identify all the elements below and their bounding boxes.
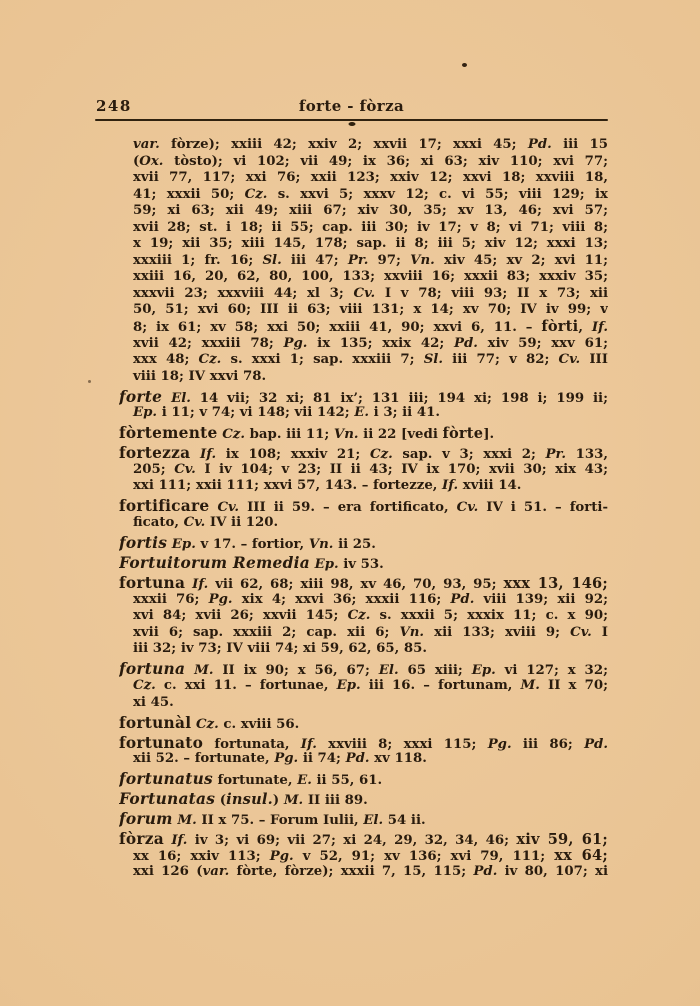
entry-line: fortunato fortunata, If. xxviii 8; xxxi 115; Pg. iii 86; Pd. <box>119 734 608 752</box>
entry-list <box>119 137 608 884</box>
entry-line: forte El. 14 vii; 32 xi; 81 ix’; 131 iii; 194 xi; 198 i; 199 ii; <box>119 388 608 406</box>
page-number: 248 <box>96 97 132 115</box>
entry-forte <box>119 389 608 422</box>
entry-line: fortificare Cv. III ii 59. – era fortificato, Cv. IV i 51. – forti- <box>119 498 608 516</box>
entry-fortuna-1 <box>119 575 608 658</box>
entry-forum <box>119 811 608 828</box>
entry-fortis <box>119 535 608 552</box>
entry-line: 205; Cv. I iv 104; v 23; II ii 43; IV ix 170; xvii 30; xix 43; <box>133 461 608 477</box>
headword: forum <box>119 811 173 828</box>
entry-line: x 19; xii 35; xiii 145, 178; sap. ii 8; iii 5; xiv 12; xxxi 13; <box>133 236 608 252</box>
page-header <box>95 97 608 117</box>
headword: fortis <box>119 535 168 552</box>
entry-fortunatus <box>119 771 608 788</box>
header-rule <box>95 119 608 121</box>
headword: forte <box>119 388 163 406</box>
entry-forte-continuation <box>119 137 608 385</box>
entry-line: Cz. c. xxi 11. – fortunae, Ep. iii 16. – fortunam, M. II x 70; <box>133 677 608 693</box>
entry-line: 50, 51; xvi 60; III ii 63; viii 131; x 14; xv 70; IV iv 99; v <box>133 302 608 318</box>
entry-line: fortunatus fortunate, E. ii 55, 61. <box>119 771 383 788</box>
entry-fortunato <box>119 735 608 768</box>
headword: fortezza <box>119 445 191 462</box>
entry-line: 59; xi 63; xii 49; xiii 67; xiv 30, 35; xv 13, 46; xvi 57; <box>133 203 608 219</box>
headword: fortuna <box>119 661 186 678</box>
entry-line: Ep. i 11; v 74; vi 148; vii 142; E. i 3; ii 41. <box>133 405 440 421</box>
entry-line: xvii 28; st. i 18; ii 55; cap. iii 30; iv 17; v 8; vi 71; viii 8; <box>133 219 608 235</box>
entry-forza <box>119 831 608 881</box>
entry-line: fortis Ep. v 17. – fortior, Vn. ii 25. <box>119 535 376 552</box>
headword: fòrza <box>119 831 164 848</box>
ink-speck <box>88 380 91 383</box>
entry-fortemente <box>119 425 608 442</box>
entry-fortezza <box>119 445 608 495</box>
entry-line: xx 16; xxiv 113; Pg. v 52, 91; xv 136; xvi 79, 111; xx 64; <box>133 847 608 864</box>
headword: fortunàl <box>119 714 192 732</box>
entry-line: var. fòrze); xxiii 42; xxiv 2; xxvii 17; xxxi 45; Pd. iii 15 <box>133 137 608 152</box>
entry-fortificare <box>119 498 608 531</box>
entry-fortunatas <box>119 791 608 808</box>
entry-line: fòrtemente Cz. bap. iii 11; Vn. ii 22 [vedi fòrte]. <box>119 425 495 442</box>
headword: Fortuitorum Remedia <box>119 555 310 572</box>
entry-line: xvii 42; xxxiii 78; Pg. ix 135; xxix 42; Pd. xiv 59; xxv 61; <box>133 335 608 351</box>
entry-line: 8; ix 61; xv 58; xxi 50; xxiii 41, 90; xxvi 6, 11. – fòrti, If. <box>133 319 608 336</box>
entry-line: 41; xxxii 50; Cz. s. xxvi 5; xxxv 12; c. vi 55; viii 129; ix <box>133 186 608 202</box>
headword: fortunatus <box>119 771 213 788</box>
headword: fortuna <box>119 575 186 592</box>
entry-line: Fortuitorum Remedia Ep. iv 53. <box>119 555 384 572</box>
entry-fortunal <box>119 715 608 732</box>
rule-center-dot <box>348 122 355 126</box>
entry-line: (Ox. tòsto); vi 102; vii 49; ix 36; xi 63; xiv 110; xvi 77; <box>133 153 608 169</box>
entry-line: iii 32; iv 73; IV viii 74; xi 59, 62, 65, 85. <box>133 641 428 657</box>
entry-line: xxi 126 (var. fòrte, fòrze); xxxii 7, 15, 115; Pd. iv 80, 107; xi <box>133 864 608 880</box>
entry-line: viii 18; IV xxvi 78. <box>133 368 267 384</box>
entry-line: fortunàl Cz. c. xviii 56. <box>119 714 300 732</box>
entry-fortuitorum-remedia <box>119 555 608 572</box>
entry-line: xii 52. – fortunate, Pg. ii 74; Pd. xv 118. <box>133 751 427 767</box>
entry-line: xxiii 16, 20, 62, 80, 100, 133; xxviii 16; xxxii 83; xxxiv 35; <box>133 269 608 285</box>
entry-line: xxx 48; Cz. s. xxxi 1; sap. xxxiii 7; Sl. iii 77; v 82; Cv. III <box>133 352 608 368</box>
entry-line: xi 45. <box>133 694 174 710</box>
headword: Fortunatas <box>119 791 216 808</box>
headword: fòrtemente <box>119 425 218 442</box>
entry-line: xxi 111; xxii 111; xxvi 57, 143. – fortezze, If. xviii 14. <box>133 478 522 494</box>
entry-line: Fortunatas (insul.) M. II iii 89. <box>119 791 368 808</box>
entry-line: fòrza If. iv 3; vi 69; vii 27; xi 24, 29, 32, 34, 46; xiv 59, 61; <box>119 831 608 848</box>
entry-line: ficato, Cv. IV ii 120. <box>133 515 279 531</box>
headword: fortificare <box>119 498 210 516</box>
entry-line: xxxiii 1; fr. 16; Sl. iii 47; Pr. 97; Vn. xiv 45; xv 2; xvi 11; <box>133 252 608 268</box>
running-title: forte - fòrza <box>298 97 405 115</box>
entry-line: forum M. II x 75. – Forum Iulii, El. 54 ii. <box>119 811 426 828</box>
entry-fortuna-2 <box>119 661 608 711</box>
entry-line: fortuna M. II ix 90; x 56, 67; El. 65 xiii; Ep. vi 127; x 32; <box>119 661 608 678</box>
entry-line: xvii 6; sap. xxxiii 2; cap. xii 6; Vn. xii 133; xviii 9; Cv. I <box>133 624 608 640</box>
entry-line: xxxii 76; Pg. xix 4; xxvi 36; xxxii 116; Pd. viii 139; xii 92; <box>133 591 608 607</box>
entry-line: fortezza If. ix 108; xxxiv 21; Cz. sap. v 3; xxxi 2; Pr. 133, <box>119 445 608 462</box>
entry-line: xvii 77, 117; xxi 76; xxii 123; xxiv 12; xxvi 18; xxviii 18, <box>133 170 608 186</box>
entry-line: fortuna If. vii 62, 68; xiii 98, xv 46, 70, 93, 95; xxx 13, 146; <box>119 575 608 592</box>
entry-line: xxxvii 23; xxxviii 44; xl 3; Cv. I v 78; viii 93; II x 73; xii <box>133 285 608 301</box>
ink-speck <box>462 63 467 67</box>
entry-line: xvi 84; xvii 26; xxvii 145; Cz. s. xxxii 5; xxxix 11; c. x 90; <box>133 608 608 624</box>
headword: fortunato <box>119 734 204 752</box>
